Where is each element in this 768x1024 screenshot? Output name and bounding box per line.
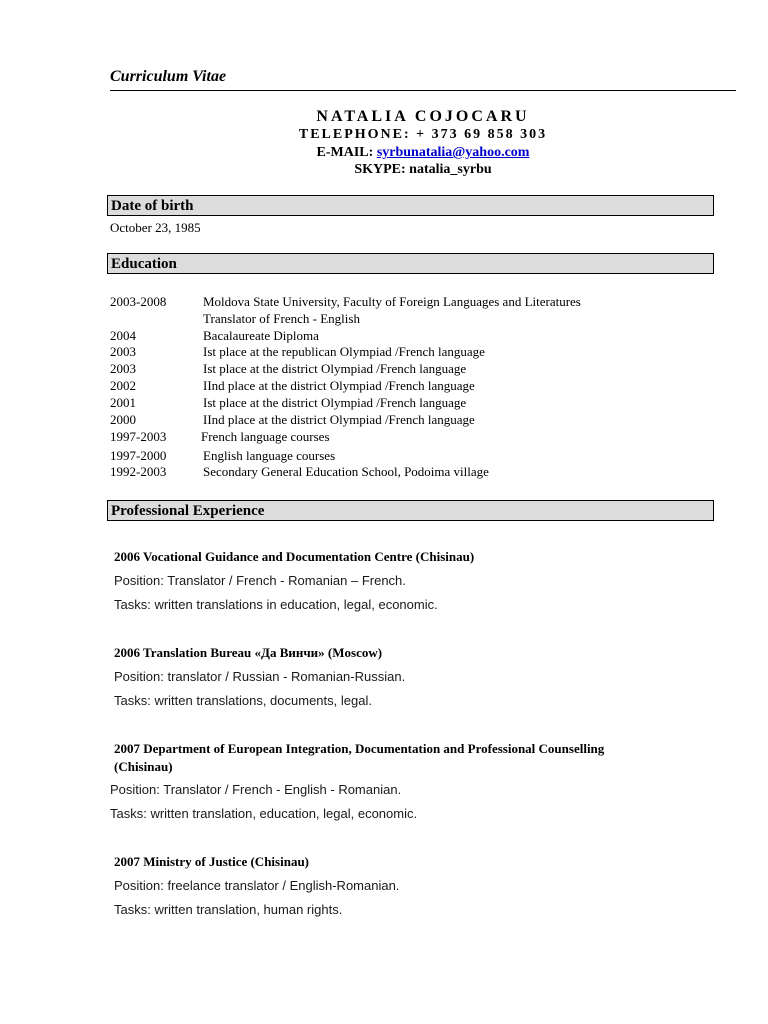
experience-position: Position: Translator / French - English - Romanian.: [110, 782, 402, 797]
education-year: 1997-2003: [110, 429, 167, 444]
education-desc: Bacalaureate Diploma: [203, 328, 319, 343]
education-year: 2000: [110, 412, 136, 427]
experience-tasks: Tasks: written translation, human rights.: [114, 902, 343, 917]
education-desc: IInd place at the district Olympiad /French language: [203, 412, 475, 427]
education-year: 1997-2000: [110, 448, 167, 463]
telephone-line: TELEPHONE: + 373 69 858 303: [298, 127, 548, 142]
candidate-name: NATALIA COJOCARU: [316, 108, 530, 125]
birth-date: October 23, 1985: [110, 220, 201, 235]
education-desc: Ist place at the republican Olympiad /French language: [203, 344, 485, 359]
section-heading-experience: Professional Experience: [107, 500, 714, 521]
education-desc: English language courses: [203, 448, 336, 463]
document-title: Curriculum Vitae: [110, 68, 227, 85]
education-year: 2004: [110, 328, 136, 343]
email-link[interactable]: syrbunatalia@yahoo.com: [376, 145, 530, 160]
education-desc: Secondary General Education School, Podoima village: [203, 464, 489, 479]
experience-tasks: Tasks: written translations in education, legal, economic.: [114, 597, 438, 612]
experience-title-continued: (Chisinau): [114, 759, 173, 774]
skype-line: SKYPE: natalia_syrbu: [354, 162, 492, 177]
education-year: 2003-2008: [110, 294, 167, 309]
email-label: E-MAIL:: [316, 145, 377, 160]
experience-title: 2007 Department of European Integration, Documentation and Professional Counselling: [114, 741, 605, 756]
experience-title: 2007 Ministry of Justice (Chisinau): [114, 854, 309, 869]
education-desc: Translator of French - English: [203, 311, 360, 326]
education-year: 1992-2003: [110, 464, 167, 479]
experience-position: Position: translator / Russian - Romanian-Russian.: [114, 669, 406, 684]
section-heading-education: Education: [107, 253, 714, 274]
education-year: 2001: [110, 395, 136, 410]
section-heading-birth: Date of birth: [107, 195, 714, 216]
experience-tasks: Tasks: written translation, education, legal, economic.: [110, 806, 418, 821]
experience-title: 2006 Translation Bureau «Да Винчи» (Moscow): [114, 645, 383, 660]
experience-title: 2006 Vocational Guidance and Documentation Centre (Chisinau): [114, 549, 475, 564]
education-desc: French language courses: [201, 429, 330, 444]
experience-position: Position: freelance translator / English-Romanian.: [114, 878, 400, 893]
experience-position: Position: Translator / French - Romanian – French.: [114, 573, 406, 588]
education-desc: Ist place at the district Olympiad /French language: [203, 361, 467, 376]
experience-tasks: Tasks: written translations, documents, legal.: [114, 693, 372, 708]
header-divider: [110, 90, 736, 91]
education-desc: Ist place at the district Olympiad /French language: [203, 395, 467, 410]
education-desc: IInd place at the district Olympiad /French language: [203, 378, 475, 393]
email-line: [110, 145, 736, 161]
education-year: 2003: [110, 344, 136, 359]
education-year: 2002: [110, 378, 136, 393]
education-year: 2003: [110, 361, 136, 376]
education-desc: Moldova State University, Faculty of Foreign Languages and Literatures: [203, 294, 581, 309]
